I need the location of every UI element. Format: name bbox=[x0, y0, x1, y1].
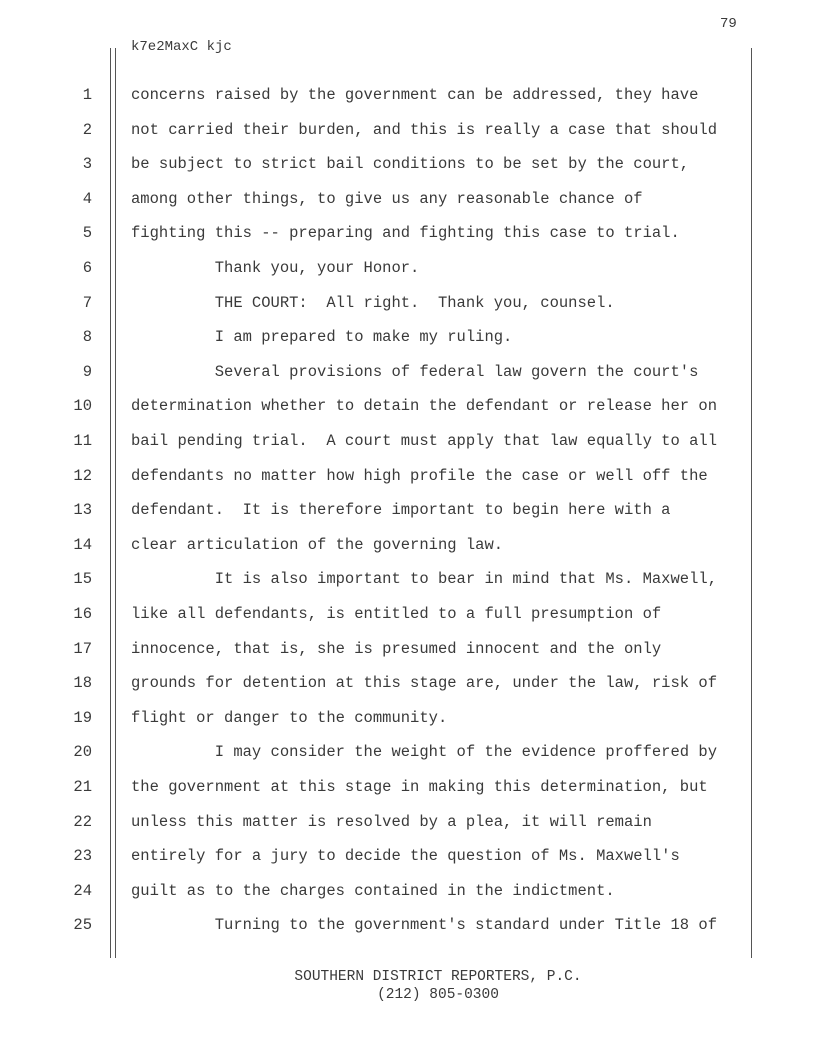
header-id: k7e2MaxC kjc bbox=[131, 39, 232, 55]
line-number: 15 bbox=[73, 570, 92, 589]
transcript-line bbox=[0, 570, 816, 590]
line-number: 16 bbox=[73, 605, 92, 623]
line-text: like all defendants, is entitled to a full presumption of bbox=[131, 605, 662, 623]
transcript-line bbox=[0, 813, 816, 833]
line-number: 10 bbox=[73, 397, 92, 416]
line-text: defendant. It is therefore important to begin here with a bbox=[131, 501, 671, 520]
line-number: 3 bbox=[82, 155, 92, 174]
line-number: 14 bbox=[73, 535, 92, 554]
transcript-line bbox=[0, 882, 816, 902]
transcript-line bbox=[0, 916, 816, 936]
line-text: THE COURT: All right. Thank you, counsel. bbox=[131, 293, 615, 312]
page-number: 79 bbox=[720, 16, 737, 32]
transcript-line bbox=[0, 536, 816, 556]
reporter-name: SOUTHERN DISTRICT REPORTERS, P.C. bbox=[294, 969, 582, 985]
line-number: 9 bbox=[82, 362, 92, 381]
transcript-line bbox=[0, 190, 816, 210]
transcript-line bbox=[0, 259, 816, 279]
line-number: 4 bbox=[82, 189, 92, 208]
line-number: 19 bbox=[73, 708, 92, 727]
line-text: I am prepared to make my ruling. bbox=[131, 328, 513, 347]
line-text: Thank you, your Honor. bbox=[131, 259, 420, 277]
line-text: unless this matter is resolved by a plea, it will remain bbox=[131, 812, 652, 831]
transcript-line bbox=[0, 328, 816, 348]
line-number: 11 bbox=[73, 432, 92, 450]
line-text: concerns raised by the government can be addressed, they have bbox=[131, 86, 699, 104]
transcript-line bbox=[0, 467, 816, 487]
line-number: 2 bbox=[82, 120, 92, 139]
line-text: Turning to the government's standard under Title 18 of bbox=[131, 916, 717, 935]
line-number: 25 bbox=[73, 916, 92, 935]
line-text: among other things, to give us any reasonable chance of bbox=[131, 189, 643, 208]
line-number: 13 bbox=[73, 501, 92, 520]
line-number: 1 bbox=[82, 86, 92, 104]
transcript-line bbox=[0, 294, 816, 314]
line-number: 7 bbox=[82, 293, 92, 312]
line-number: 5 bbox=[82, 224, 92, 243]
transcript-line bbox=[0, 640, 816, 660]
line-number: 18 bbox=[73, 674, 92, 693]
page-footer bbox=[0, 968, 816, 1004]
line-text: It is also important to bear in mind that Ms. Maxwell, bbox=[131, 570, 717, 589]
transcript-line bbox=[0, 432, 816, 452]
transcript-line bbox=[0, 605, 816, 625]
line-number: 8 bbox=[82, 328, 92, 347]
line-text: guilt as to the charges contained in the indictment. bbox=[131, 881, 615, 900]
transcript-line bbox=[0, 847, 816, 867]
line-number: 22 bbox=[73, 812, 92, 831]
transcript-line bbox=[0, 397, 816, 417]
line-number: 21 bbox=[73, 778, 92, 796]
line-text: flight or danger to the community. bbox=[131, 708, 448, 727]
line-text: Several provisions of federal law govern the court's bbox=[131, 362, 699, 381]
transcript-line bbox=[0, 224, 816, 244]
reporter-phone: (212) 805-0300 bbox=[377, 987, 499, 1003]
line-text: fighting this -- preparing and fighting this case to trial. bbox=[131, 224, 680, 243]
line-number: 23 bbox=[73, 847, 92, 866]
line-text: bail pending trial. A court must apply that law equally to all bbox=[131, 432, 717, 450]
line-text: not carried their burden, and this is really a case that should bbox=[131, 120, 717, 139]
transcript-line bbox=[0, 501, 816, 521]
transcript-line bbox=[0, 743, 816, 763]
transcript-line bbox=[0, 674, 816, 694]
line-text: the government at this stage in making this determination, but bbox=[131, 778, 708, 796]
line-number: 24 bbox=[73, 881, 92, 900]
line-text: clear articulation of the governing law. bbox=[131, 535, 504, 554]
transcript-line bbox=[0, 363, 816, 383]
transcript-line bbox=[0, 778, 816, 798]
transcript-line bbox=[0, 709, 816, 729]
line-text: entirely for a jury to decide the question of Ms. Maxwell's bbox=[131, 847, 680, 866]
line-number: 17 bbox=[73, 639, 92, 658]
line-text: I may consider the weight of the evidence proffered by bbox=[131, 743, 717, 762]
line-number: 6 bbox=[82, 259, 92, 277]
transcript-line bbox=[0, 121, 816, 141]
line-text: be subject to strict bail conditions to be set by the court, bbox=[131, 155, 690, 174]
line-number: 20 bbox=[73, 743, 92, 762]
line-text: determination whether to detain the defendant or release her on bbox=[131, 397, 717, 416]
line-text: innocence, that is, she is presumed innocent and the only bbox=[131, 639, 662, 658]
transcript-line bbox=[0, 86, 816, 106]
line-text: grounds for detention at this stage are, under the law, risk of bbox=[131, 674, 717, 693]
line-number: 12 bbox=[73, 466, 92, 485]
transcript-line bbox=[0, 155, 816, 175]
line-text: defendants no matter how high profile the case or well off the bbox=[131, 466, 708, 485]
